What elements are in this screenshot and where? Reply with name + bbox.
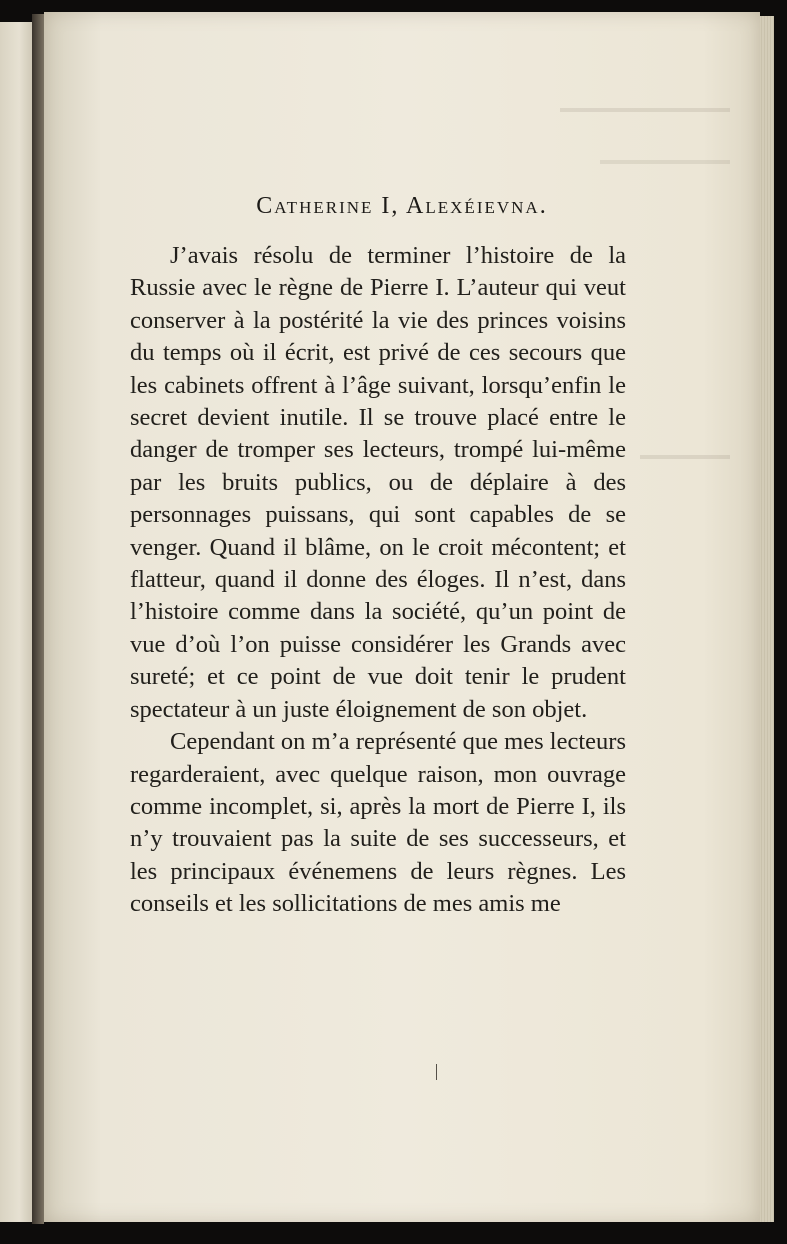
chapter-heading: Catherine I, Alexéievna. bbox=[256, 193, 548, 219]
paragraph: J’avais résolu de terminer l’histoire de la Russie avec le règne de Pierre I. L’auteur qui veut conserver à la postérité la vie des princes voisins du temps où il écrit, est privé de ces secours que les cabinets offrent à l’âge suivant, lorsqu’enfin le secret devient inutile. Il se trouve placé entre le danger de tromper ses lecteurs, trompé lui-même par les bruits publics, ou de déplaire à des personnages puissans, qui sont capables de se venger. Quand il blâme, on le croit mécontent; et flatteur, quand il donne des éloges. Il n’est, dans l’histoire comme dans la société, qu’un point de vue d’où l’on puisse considérer les Grands avec sureté; et ce point de vue doit tenir le prudent spectateur à un juste éloignement de son objet. bbox=[130, 242, 626, 723]
bleed-through-mark bbox=[560, 108, 730, 112]
printer-mark bbox=[436, 1064, 437, 1080]
bleed-through-mark bbox=[640, 455, 730, 459]
page-fore-edge bbox=[760, 16, 774, 1222]
book-gutter bbox=[32, 14, 44, 1224]
bleed-through-mark bbox=[600, 160, 730, 164]
facing-page-edge bbox=[0, 22, 32, 1222]
body-text bbox=[130, 240, 626, 921]
paragraph: Cependant on m’a représenté que mes lecteurs regarderaient, avec quelque raison, mon ouvrage comme incomplet, si, après la mort de Pierre I, ils n’y trouvaient pas la suite de ses successeurs, et les principaux événemens de leurs règnes. Les conseils et les sollicitations de mes amis me bbox=[130, 728, 626, 918]
